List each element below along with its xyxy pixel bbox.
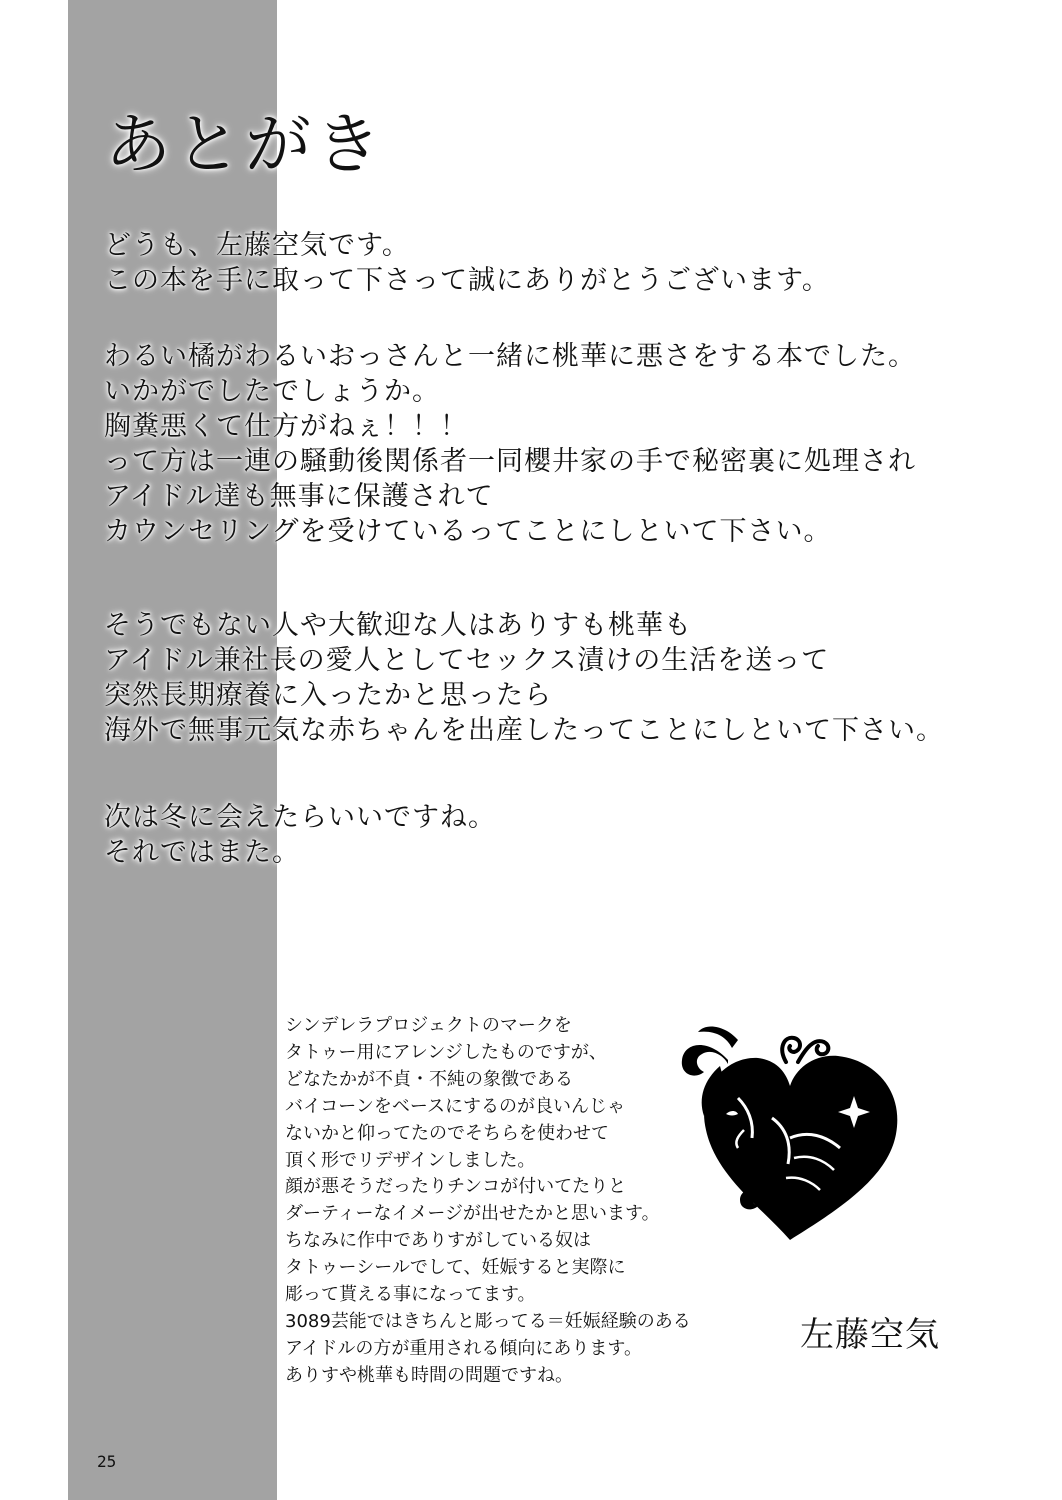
note-line: ありすや桃華も時間の問題ですね。 [285,1364,573,1386]
note-line: バイコーンをベースにするのが良いんじゃ [285,1095,626,1117]
text-line: どうも、左藤空気です。 [104,230,410,261]
text-line: わるい橘がわるいおっさんと一緒に桃華に悪さをする本でした。 [104,341,916,372]
note-line: ダーティーなイメージが出せたかと思います。 [285,1203,660,1225]
paragraph-greeting [104,228,830,298]
text-line: アイドル兼社長の愛人としてセックス漬けの生活を送って [104,645,830,676]
page-number: 25 [97,1452,117,1471]
author-signature: 左藤空気 [800,1315,940,1355]
text-line: 胸糞悪くて仕方がねぇ！！！ [104,411,468,442]
text-line: って方は一連の騒動後関係者一同櫻井家の手で秘密裏に処理され [104,446,916,477]
text-line: 海外で無事元気な赤ちゃんを出産したってことにしといて下さい。 [104,715,944,746]
bicorn-heart-icon [668,1018,913,1248]
note-line: ちなみに作中でありすがしている奴は [285,1230,591,1252]
text-line: カウンセリングを受けているってことにしといて下さい。 [104,516,832,547]
paragraph-book-summary [104,339,916,549]
note-line: 顔が悪そうだったりチンコが付いてたりと [285,1176,627,1198]
note-line: 頂く形でリデザインしました。 [285,1149,536,1171]
design-note [285,1013,691,1390]
note-line: 3089芸能ではきちんと彫ってる＝妊娠経験のある [285,1310,691,1332]
note-line: ないかと仰ってたのでそちらを使わせて [285,1122,609,1144]
gray-side-band [68,0,277,1500]
note-line: タトゥーシールでして、妊娠すると実際に [285,1257,626,1279]
text-line: 突然長期療養に入ったかと思ったら [104,680,552,711]
text-line: それではまた。 [104,837,300,868]
note-line: アイドルの方が重用される傾向にあります。 [285,1337,642,1359]
note-line: タトゥー用にアレンジしたものですが、 [285,1041,607,1063]
text-line: アイドル達も無事に保護されて [104,481,494,512]
note-line: 彫って貰える事になってます。 [285,1284,536,1306]
text-line: そうでもない人や大歓迎な人はありすも桃華も [104,610,692,641]
page-title: あとがき [105,106,385,183]
note-line: どなたかが不貞・不純の象徴である [285,1068,573,1090]
text-line: この本を手に取って下さって誠にありがとうございます。 [104,265,830,296]
paragraph-alternative [104,608,944,748]
text-line: いかがでしたでしょうか。 [104,376,440,407]
text-line: 次は冬に会えたらいいですね。 [104,802,496,833]
paragraph-closing [104,800,496,870]
note-line: シンデレラプロジェクトのマークを [285,1015,572,1036]
